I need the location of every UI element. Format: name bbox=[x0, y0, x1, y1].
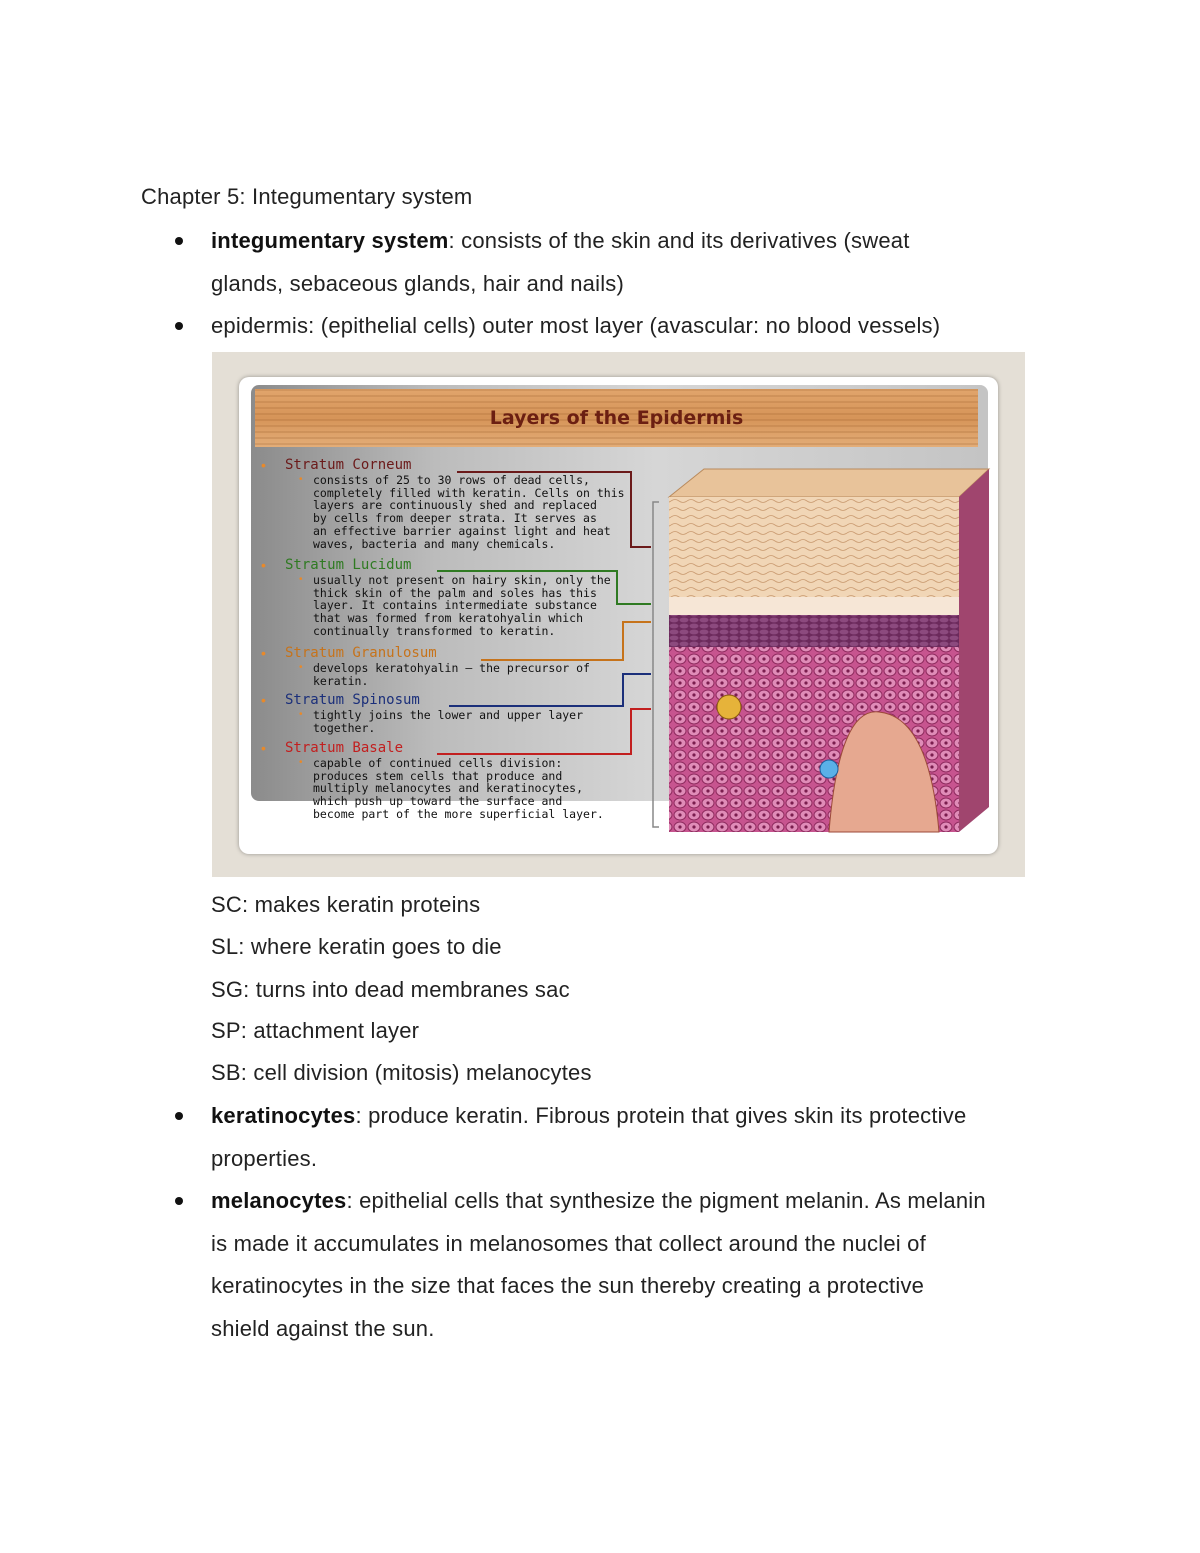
layer-bullet: • bbox=[261, 645, 266, 661]
term-keratinocytes: keratinocytes bbox=[211, 1103, 356, 1128]
connector-granulosum bbox=[481, 622, 651, 660]
bullet-text: : consists of the skin and its derivatives (sweat bbox=[448, 228, 910, 253]
connector-corneum bbox=[457, 472, 651, 547]
corneum-layer-shape bbox=[669, 497, 959, 597]
layer-note-sb: SB: cell division (mitosis) melanocytes bbox=[211, 1060, 592, 1085]
bullet-dot bbox=[175, 1197, 183, 1205]
layer-note-sl: SL: where keratin goes to die bbox=[211, 934, 502, 959]
skin-side-face bbox=[959, 469, 989, 832]
layer-note-sc: SC: makes keratin proteins bbox=[211, 892, 481, 917]
bullet-text: : produce keratin. Fibrous protein that gives skin its protective bbox=[355, 1103, 967, 1128]
layer-name-corneum: Stratum Corneum bbox=[285, 457, 412, 473]
layer-bullet: • bbox=[261, 457, 266, 473]
layer-name-basale: Stratum Basale bbox=[285, 740, 404, 756]
desc-bullet: • bbox=[299, 709, 303, 720]
bullet-text: epidermis: (epithelial cells) outer most layer (avascular: no blood vessels) bbox=[211, 313, 941, 338]
slide-card bbox=[239, 377, 998, 854]
bullet-continuation: glands, sebaceous glands, hair and nails) bbox=[211, 270, 625, 296]
layer-name-spinosum: Stratum Spinosum bbox=[285, 692, 420, 708]
layer-bullet: • bbox=[261, 740, 266, 756]
desc-bullet: • bbox=[299, 574, 303, 585]
layer-bullet: • bbox=[261, 692, 266, 708]
layer-desc-granulosum: develops keratohyalin – the precursor of keratin. bbox=[313, 661, 590, 688]
desc-bullet: • bbox=[299, 757, 303, 768]
layer-name-granulosum: Stratum Granulosum bbox=[285, 645, 437, 661]
lucidum-layer-shape bbox=[669, 597, 959, 615]
connector-lucidum bbox=[437, 571, 651, 604]
page-title: Chapter 5: Integumentary system bbox=[141, 184, 473, 209]
figure-title: Layers of the Epidermis bbox=[489, 407, 744, 429]
bullet-dot bbox=[175, 237, 183, 245]
layer-desc-basale: capable of continued cells division: produces stem cells that produce and multiply melanocytes and keratinocytes, which push up toward the surface and become part of the more superficial layer. bbox=[313, 756, 604, 821]
skin-top-face bbox=[669, 469, 989, 497]
bullet-melanocytes bbox=[211, 1180, 1091, 1350]
bullet-continuation: shield against the sun. bbox=[211, 1315, 435, 1341]
bullet-keratinocytes bbox=[211, 1095, 1091, 1180]
connector-spinosum bbox=[449, 674, 651, 706]
term-melanocytes: melanocytes bbox=[211, 1188, 347, 1213]
bullet-continuation: is made it accumulates in melanosomes that collect around the nuclei of bbox=[211, 1230, 926, 1256]
layer-note-sg: SG: turns into dead membranes sac bbox=[211, 977, 570, 1002]
bullet-text: : epithelial cells that synthesize the pigment melanin. As melanin bbox=[346, 1188, 986, 1213]
bullet-integumentary-system bbox=[211, 220, 1091, 305]
layer-bracket bbox=[653, 502, 659, 827]
term-integumentary-system: integumentary system bbox=[211, 228, 449, 253]
bullet-epidermis bbox=[211, 305, 1091, 348]
layer-bullet: • bbox=[261, 557, 266, 573]
stem-cell-shape bbox=[820, 760, 838, 778]
layer-note-sp: SP: attachment layer bbox=[211, 1018, 420, 1043]
desc-bullet: • bbox=[299, 662, 303, 673]
layer-desc-lucidum: usually not present on hairy skin, only the thick skin of the palm and soles has this layer. It contains intermediate substance that was formed from keratohyalin which continually transformed to keratin. bbox=[313, 573, 611, 638]
connector-basale bbox=[437, 709, 651, 754]
layer-name-lucidum: Stratum Lucidum bbox=[285, 557, 412, 573]
epidermis-figure bbox=[212, 352, 1025, 877]
bullet-dot bbox=[175, 1112, 183, 1120]
layer-desc-spinosum: tightly joins the lower and upper layer together. bbox=[313, 708, 584, 735]
bullet-dot bbox=[175, 322, 183, 330]
melanocyte-shape bbox=[717, 695, 741, 719]
skin-illustration bbox=[239, 377, 998, 854]
desc-bullet: • bbox=[299, 474, 303, 485]
bullet-continuation: properties. bbox=[211, 1145, 318, 1171]
layer-desc-corneum: consists of 25 to 30 rows of dead cells, completely filled with keratin. Cells on this layers are continuously shed and replaced by cells from deeper strata. It serves as an effective barrier against light and heat waves, bacteria and many chemicals. bbox=[313, 473, 625, 551]
bullet-continuation: keratinocytes in the size that faces the sun thereby creating a protective bbox=[211, 1273, 925, 1298]
granulosum-layer-shape bbox=[669, 615, 959, 647]
